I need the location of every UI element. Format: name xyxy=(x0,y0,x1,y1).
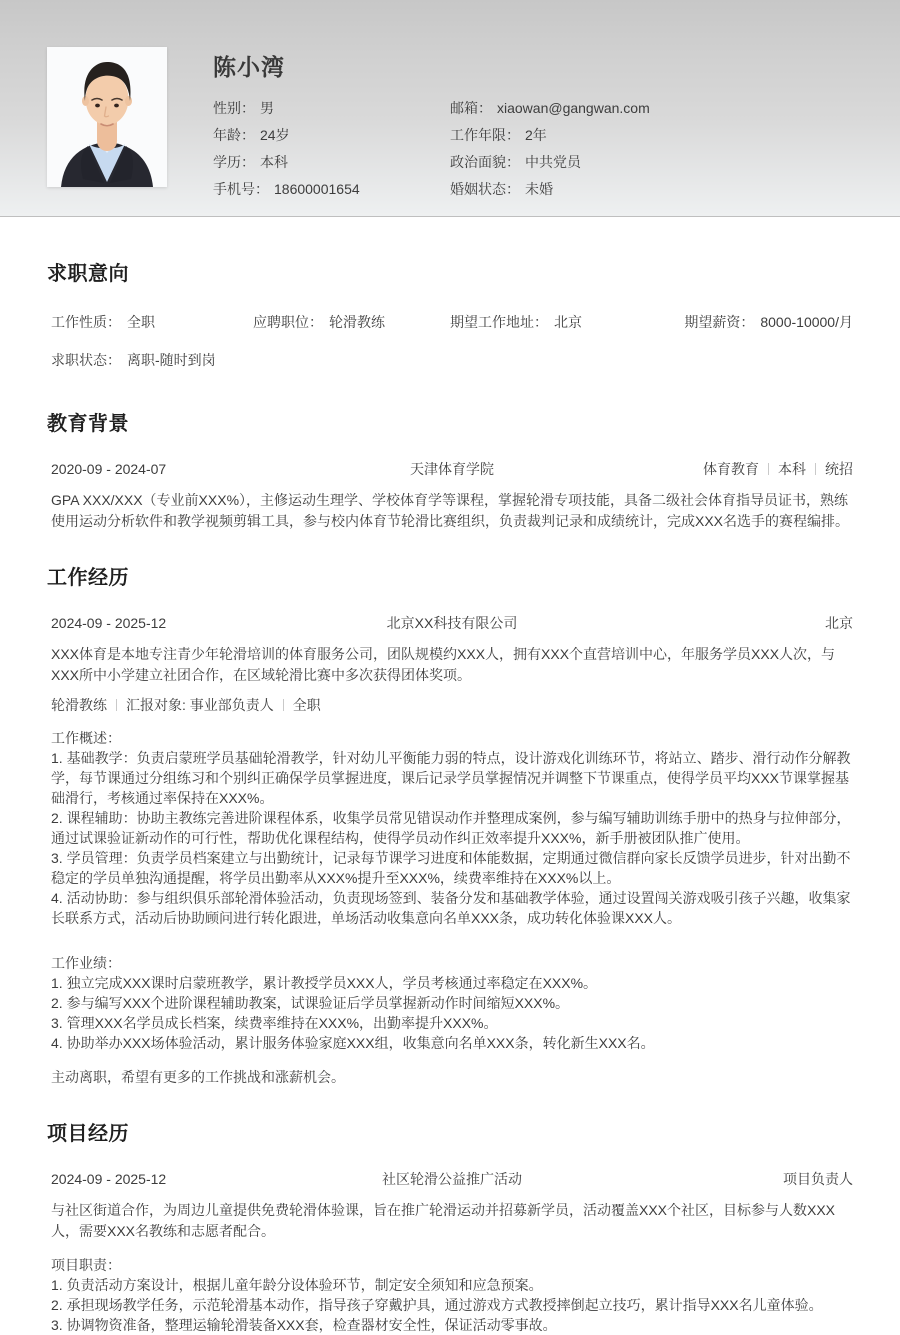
work-overview-item: 4. 活动协助：参与组织俱乐部轮滑体验活动，负责现场签到、装备分发和基础教学体验，通过设置闯关游戏吸引孩子兴趣，收集家长联系方式，活动后协助顾问进行转化跟进，单场活动收集意向名单XXX条，成功转化体验课XXX人。 xyxy=(51,890,851,926)
work-title: 工作经历 xyxy=(47,567,129,589)
job-intent-row xyxy=(51,312,853,332)
separator xyxy=(815,463,816,475)
project-title: 项目经历 xyxy=(47,1123,129,1145)
field-target-position: 应聘职位： 轮滑教练 xyxy=(253,314,385,330)
work-role-line xyxy=(51,695,853,715)
work-job-type: 全职 xyxy=(292,697,321,713)
field-email: 邮箱： xiaowan@gangwan.com xyxy=(450,100,650,116)
education-degree: 本科 xyxy=(778,461,807,477)
section-project-experience xyxy=(47,1117,853,1335)
work-row xyxy=(51,613,853,633)
project-duty-item: 2. 承担现场教学任务，示范轮滑基本动作，指导孩子穿戴护具，通过游戏方式教授摔倒起立技巧，累计指导XXX名儿童体验。 xyxy=(51,1297,823,1313)
work-achievement-item: 2. 参与编写XXX个进阶课程辅助教案，试课验证后学员掌握新动作时间缩短XXX%。 xyxy=(51,995,570,1011)
separator xyxy=(283,699,284,711)
company-intro: XXX体育是本地专注青少年轮滑培训的体育服务公司，团队规模约XXX人，拥有XXX个直营培训中心，年服务学员XXX人次，与XXX所中小学建立社团合作，在区域轮滑比赛中多次获得团体奖项。 xyxy=(51,646,836,683)
resume-header xyxy=(0,0,900,217)
education-row xyxy=(51,459,853,479)
project-name: 社区轮滑公益推广活动 xyxy=(382,1171,522,1187)
education-school: 天津体育学院 xyxy=(410,461,494,477)
education-meta xyxy=(601,459,853,479)
field-political-status: 政治面貌： 中共党员 xyxy=(450,154,581,170)
field-gender: 性别： 男 xyxy=(213,100,274,116)
work-period: 2024-09 - 2025-12 xyxy=(51,615,167,631)
field-phone: 手机号： 18600001654 xyxy=(213,181,360,197)
education-period: 2020-09 - 2024-07 xyxy=(51,461,167,477)
separator xyxy=(768,463,769,475)
field-target-location: 期望工作地址： 北京 xyxy=(450,314,582,330)
education-major: 体育教育 xyxy=(703,461,760,477)
profile-photo xyxy=(47,47,167,187)
project-body xyxy=(47,1169,853,1335)
work-report-to: 汇报对象: 事业部负责人 xyxy=(126,697,274,713)
education-body xyxy=(47,459,853,532)
resume-body xyxy=(0,257,900,1335)
work-location: 北京 xyxy=(825,615,854,631)
work-achievement-block xyxy=(51,953,853,1053)
work-role: 轮滑教练 xyxy=(51,697,107,713)
candidate-details xyxy=(213,100,850,198)
project-duty-label: 项目职责： xyxy=(51,1257,121,1273)
work-overview-block xyxy=(51,728,853,928)
project-period: 2024-09 - 2025-12 xyxy=(51,1171,167,1187)
education-description: GPA XXX/XXX（专业前XXX%），主修运动生理学、学校体育学等课程，掌握轮滑专项技能，具备二级社会体育指导员证书，熟练使用运动分析软件和教学视频剪辑工具，参与校内体育节轮滑比赛组织，负责裁判记录和成绩统计，完成XXX名选手的赛程编排。 xyxy=(51,492,850,529)
work-achievement-item: 4. 协助举办XXX场体验活动，累计服务体验家庭XXX组，收集意向名单XXX条，转化新生XXX名。 xyxy=(51,1035,655,1051)
education-enroll-type: 统招 xyxy=(825,461,854,477)
work-overview-item: 3. 学员管理：负责学员档案建立与出勤统计，记录每节课学习进度和体能数据，定期通过微信群向家长反馈学员进步，针对出勤不稳定的学员单独沟通提醒，将学员出勤率从XXX%提升至XXX%，续费率维持在XXX%以上。 xyxy=(51,850,851,886)
section-work-experience xyxy=(47,561,853,1087)
work-overview-label: 工作概述： xyxy=(51,730,121,746)
field-expected-salary: 期望薪资： 8000-10000/月 xyxy=(684,314,853,330)
field-age: 年龄： 24岁 xyxy=(213,127,290,143)
job-intent-body xyxy=(47,312,853,370)
work-achievement-label: 工作业绩： xyxy=(51,955,121,971)
project-description: 与社区街道合作，为周边儿童提供免费轮滑体验课，旨在推广轮滑运动并招募新学员，活动覆盖XXX个社区，目标参与人数XXX人，需要XXX名教练和志愿者配合。 xyxy=(51,1202,836,1239)
field-education: 学历： 本科 xyxy=(213,154,288,170)
work-achievement-item: 3. 管理XXX名学员成长档案，续费率维持在XXX%，出勤率提升XXX%。 xyxy=(51,1015,498,1031)
leave-reason: 主动离职，希望有更多的工作挑战和涨薪机会。 xyxy=(51,1069,345,1085)
header-info xyxy=(213,47,850,216)
job-intent-title: 求职意向 xyxy=(47,263,129,285)
field-marital-status: 婚姻状态： 未婚 xyxy=(450,181,553,197)
project-duty-block xyxy=(51,1255,853,1335)
field-job-status: 求职状态： 离职-随时到岗 xyxy=(51,352,216,368)
field-work-nature: 工作性质： 全职 xyxy=(51,314,155,330)
project-duty-item: 3. 协调物资准备，整理运输轮滑装备XXX套，检查器材安全性，保证活动零事故。 xyxy=(51,1317,557,1333)
field-work-years: 工作年限： 2年 xyxy=(450,127,547,143)
work-overview-item: 1. 基础教学：负责启蒙班学员基础轮滑教学，针对幼儿平衡能力弱的特点，设计游戏化训练环节，将站立、踏步、滑行动作分解教学，每节课通过分组练习和个别纠正确保学员掌握进度，课后记录学员掌握情况并调整下节课重点，使得学员平均XXX节课掌握基础滑行，考核通过率保持在XXX%。 xyxy=(51,750,851,806)
project-role: 项目负责人 xyxy=(783,1171,854,1187)
section-job-intent xyxy=(47,257,853,370)
portrait-photo-icon xyxy=(47,47,167,187)
work-achievement-item: 1. 独立完成XXX课时启蒙班教学，累计教授学员XXX人，学员考核通过率稳定在XXX%。 xyxy=(51,975,598,991)
work-body xyxy=(47,613,853,1087)
education-title: 教育背景 xyxy=(47,413,129,435)
separator xyxy=(116,699,117,711)
work-overview-item: 2. 课程辅助：协助主教练完善进阶课程体系，收集学员常见错误动作并整理成案例，参与编写辅助训练手册中的热身与拉伸部分，通过试课验证新动作的可行性，帮助优化课程结构，使得学员动作纠正效率提升XXX%，新手册被团队推广使用。 xyxy=(51,810,851,846)
section-education xyxy=(47,407,853,532)
project-duty-item: 1. 负责活动方案设计，根据儿童年龄分设体验环节，制定安全须知和应急预案。 xyxy=(51,1277,543,1293)
work-company: 北京XX科技有限公司 xyxy=(386,615,518,631)
candidate-name: 陈小湾 xyxy=(213,54,285,80)
project-row xyxy=(51,1169,853,1189)
